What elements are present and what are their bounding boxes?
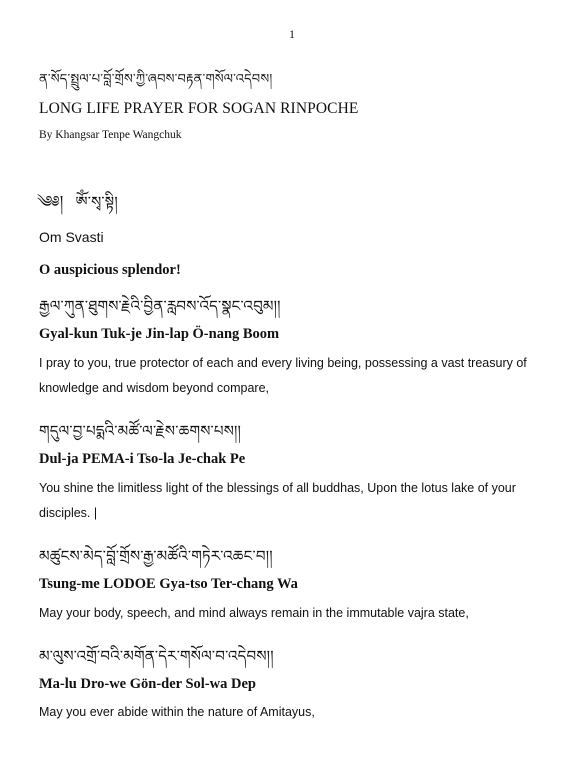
author-line: By Khangsar Tenpe Wangchuk	[39, 129, 182, 141]
verse-1-translation: I pray to you, true protector of each and every living being, possessing a vast treasury of knowledge and wisdom beyond compare,	[39, 356, 527, 395]
verse-3-translation: May your body, speech, and mind always remain in the immutable vajra state,	[39, 606, 469, 620]
invocation-tibetan-line	[37, 184, 118, 229]
verse-1-tibetan: རྒྱལ་ཀུན་ཐུགས་རྗེའི་བྱིན་རླབས་འོད་སྣང་འབུམ།།	[39, 297, 281, 315]
verse-3-tibetan: མཚུངས་མེད་བློ་གྲོས་རྒྱ་མཚོའི་གཏེར་འཆང་བ།།	[39, 547, 273, 565]
yig-mgo-ornament: ༄༅།	[37, 192, 64, 211]
opening-line: O auspicious splendor!	[39, 262, 181, 278]
invocation-tibetan: ཨོཾ་སྭ་སྟི།	[75, 193, 118, 211]
page-number: 1	[289, 27, 295, 41]
tibetan-title: ན་སོད་སྤྲུལ་པ་བློ་གྲོས་ཀྱི་ཞབས་བརྟན་གསོལ་འདེབས།	[39, 72, 273, 87]
verse-2-transliteration: Dul-ja PEMA-i Tso-la Je-chak Pe	[39, 451, 246, 467]
verse-4-translation: May you ever abide within the nature of Amitayus,	[39, 705, 315, 719]
invocation-transliteration: Om Svasti	[39, 229, 104, 245]
verse-4-transliteration: Ma-lu Dro-we Gön-der Sol-wa Dep	[39, 676, 256, 692]
verse-3-transliteration: Tsung-me LODOE Gya-tso Ter-chang Wa	[39, 576, 298, 592]
document-title: LONG LIFE PRAYER FOR SOGAN RINPOCHE	[39, 100, 359, 117]
verse-2-translation: You shine the limitless light of the blessings of all buddhas, Upon the lotus lake of your disciples. |	[39, 481, 516, 520]
verse-2-tibetan: གདུལ་བྱ་པདྨའི་མཚོ་ལ་རྗེས་ཆགས་པས།།	[39, 422, 242, 440]
verse-4-tibetan: མ་ལུས་འགྲོ་བའི་མགོན་དེར་གསོལ་བ་འདེབས།།	[39, 647, 274, 665]
verse-1-transliteration: Gyal-kun Tuk-je Jin-lap Ö-nang Boom	[39, 326, 280, 342]
